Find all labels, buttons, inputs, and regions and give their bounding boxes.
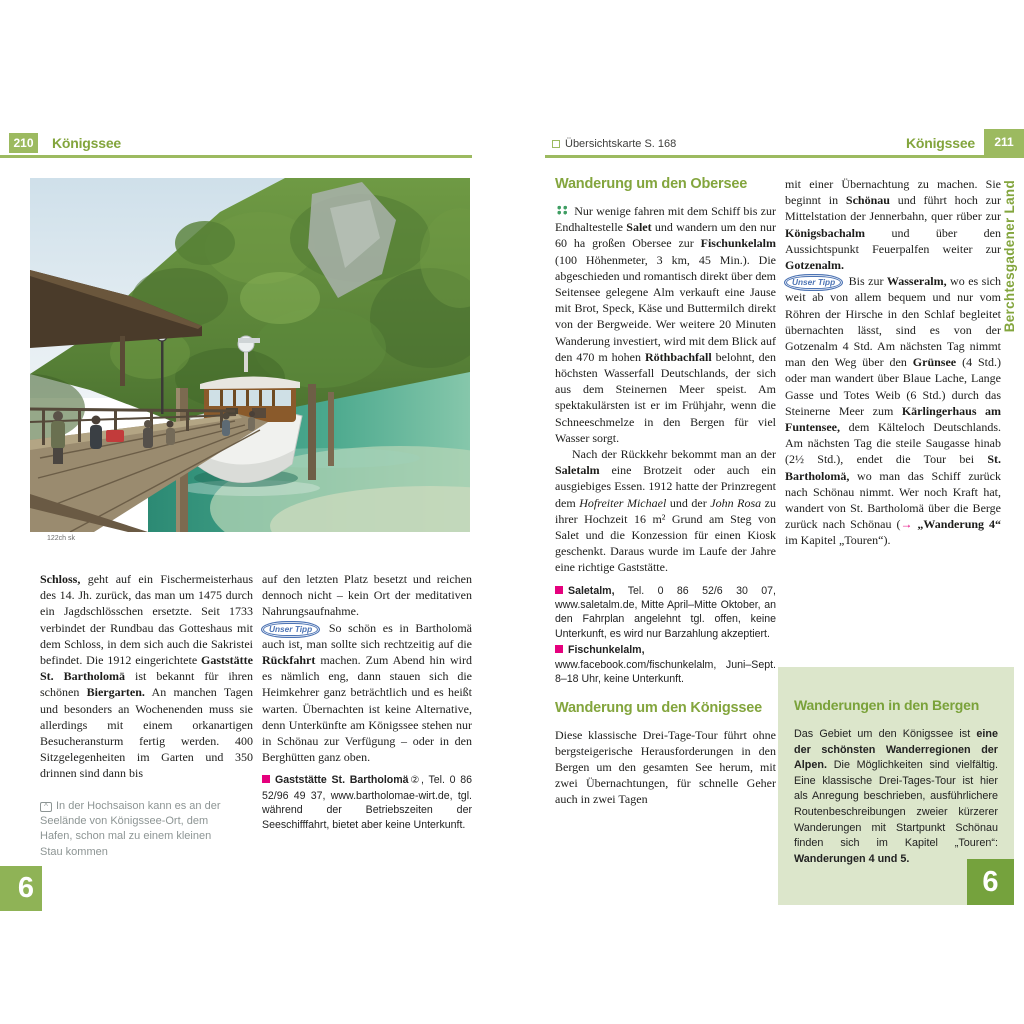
running-head-right: Königssee [906,135,975,151]
running-head-left: Königssee [52,135,121,151]
koenigssee-photo-illustration [30,178,470,532]
paragraph: Unser Tipp So schön es in Bartholomä auch ist, man sollte sich rechtzeitig auf die Rückfahrt machen. Zum Abend hin wird es nämlich eng, dann stauen sich die Heimkehrer ganz beträchtlich und es heißt warten. Übernachten ist keine Alternative, denn Unterkünfte am Königssee stehen nur in Schönau zur Verfügung – oder in den Berghütten ganz oben. [262,620,472,765]
tip-badge: Unser Tipp [263,623,318,636]
listing-bullet-icon [555,586,563,594]
left-page-column-1 [40,571,253,860]
photo-reference-icon: ^ [40,802,52,812]
clover-icon [555,204,569,216]
paragraph: auf den letzten Platz besetzt und reichen dennoch nicht – kein Ort der meditativen Nahrungsaufnahme. [262,572,472,619]
paragraph: mit einer Übernachtung zu machen. Sie beginnt in Schönau und führt hoch zur Mittelstation der Jennerbahn, quer rüber zur Königsbachalm und über den Aussichtspunkt Feuerpalfen weiter zur Gotzenalm. [785,177,1002,273]
listing-item: Saletalm, Tel. 0 86 52/6 30 07, www.saletalm.de, Mitte April–Mitte Oktober, an den Fahrplan angelehnt tgl. offen, keine Unterkunft, es wird nur Barzahlung akzeptiert. [555,584,776,640]
paragraph: Schloss, geht auf ein Fischermeisterhaus des 14. Jh. zurück, das man um 1475 durch ein Jagdschlösschen ersetzte. Seit 1733 verbindet der Rundbau das Gotteshaus mit dem Schloss, in dem sich auch die Sakristei befindet. Die 1912 eingerichtete Gaststätte St. Bartholomä ist bekannt für ihren schönen Biergarten. An manchen Tagen und besonders an Wochenenden muss sie allerdings mit einem orkanartigen Besucheransturm fertig werden. 400 Sitzgelegenheiten im Garten und 350 drinnen sind dann bis [40,572,254,781]
region-side-tab: Berchtesgadener Land [1002,180,1017,333]
photo-credit: 122ch sk [47,535,76,542]
header-rule-left [0,155,472,158]
tip-badge: Unser Tipp [786,276,841,289]
right-page-column-2 [785,176,1001,549]
map-icon [552,140,560,148]
listing-item: Fischunkelalm, www.facebook.com/fischunkelalm, Juni–Sept. 8–18 Uhr, keine Unterkunft. [555,644,776,686]
info-box-title: Wanderungen in den Bergen [794,697,980,713]
section-heading-koenigssee: Wanderung um den Königssee [555,699,762,716]
page-number-left: 210 [9,133,38,153]
paragraph: Diese klassische Drei-Tage-Tour führt ohne bergsteigerische Herausforderungen in den Bergen um den gesamten See herum, mit zwei Übernachtungen, für schnelle Geher auch in zwei Tagen [555,727,776,807]
chapter-tab-right: 6 [967,859,1014,905]
page-number-right: 211 [984,129,1024,155]
photo-note [40,799,222,861]
right-page-column-1 [555,176,776,808]
listing-bullet-icon [262,775,270,783]
map-reference [552,138,676,150]
chapter-tab-left: 6 [0,866,42,911]
listing-item: Gaststätte St. Bartholomä②, Tel. 0 86 52/96 49 37, www.bartholomae-wirt.de, tgl. während der Betriebszeiten der Seeschifffahrt, bietet aber keine Unterkunft. [262,774,472,831]
paragraph: Unser Tipp Bis zur Wasseralm, wo es sich weit ab von allem bequem und nur vom Röhren der Hirsche in den Schlaf begleitet übernachten lässt, sind es von der Gotzenalm 4 Std. Am nächsten Tag nimmt man den Weg über den Grünsee (4 Std.) oder man wandert über Blaue Lache, Lange Gasse und Totes Weib (6 Std.) durch das Steinerne Meer zum Kärlingerhaus am Funtensee, dem Kälteloch Deutschlands. Am nächsten Tag die steile Saugasse hinab (2½ Std.), endet die Tour bei St. Bartholomä, wo man das Schiff zurück nach Schönau nimmt. Wer noch Kraft hat, wandert von St. Bartholomä über die Berge zurück nach Schönau (→ „Wanderung 4“ im Kapitel „Touren“). [785,274,1002,548]
paragraph: Nur wenige fahren mit dem Schiff bis zur Endhaltestelle Salet und wandern um den nur 60 ha großen Obersee zur Fischunkelalm (100 Höhenmeter, 3 km, 45 Min.). Die abgeschieden und romantisch direkt über dem Seitensee gelegene Alm verkauft eine Jause mit Brot, Speck, Käse und Buttermilch direkt von der Bergweide. Wer weitere 20 Minuten Wanderung investiert, wird mit dem Blick auf den 470 m hohen Röthbachfall belohnt, den höchsten Wasserfall Deutschlands, der sich aus dem Steinernen Meer speist. Am spektakulärsten ist er im Frühjahr, wenn die Schneeschmelze in den Bergen für viel Wasser sorgt. [555,204,776,445]
paragraph: Nach der Rückkehr bekommt man an der Saletalm eine Brotzeit oder auch ein ausgiebiges Essen. 1912 hatte der Prinzregent dem Hofreiter Michael und der John Rosa zu ihrer Hochzeit 16 m² Grund am Steg von Salet und die Konzession für einen Kiosk geschenkt. Daraus wurde im Laufe der Jahre eine richtige Gaststätte. [555,447,777,575]
header-rule-right [545,155,1024,158]
paragraph: Das Gebiet um den Königssee ist eine der schönsten Wanderregionen der Alpen. Die Möglichkeiten sind vielfältig. Eine klassische Drei-Tages-Tour ist hier als Anregung beschrieben, ausführlichere Routenbeschreibungen zweier kürzerer Wanderungen mit Startpunkt Schönau finden sich im Kapitel „Touren“: Wanderungen 4 und 5. [794,728,998,865]
left-page-column-2 [262,571,472,832]
map-reference-label: Übersichtskarte S. 168 [565,138,677,150]
section-heading-obersee: Wanderung um den Obersee [555,176,748,192]
koenigssee-photo [30,178,470,532]
photo-note-text: In der Hochsaison kann es an der Seelände von Königssee-Ort, dem Hafen, schon mal zu einem kleinen Stau kommen [40,799,221,858]
listing-bullet-icon [555,645,563,653]
